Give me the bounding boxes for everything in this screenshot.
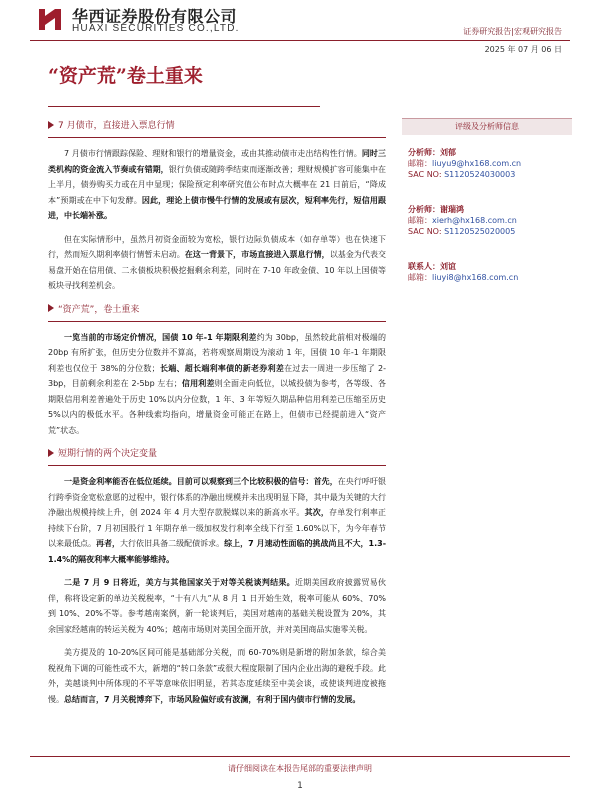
sac-number: S1120525020005 bbox=[444, 227, 516, 236]
title-divider bbox=[48, 106, 320, 107]
emphasis-text: 二是 7 月 9 日将近，美方与其他国家关于对等关税谈判结果。 bbox=[64, 578, 295, 587]
emphasis-text: 一是资金利率能否在低位延续。目前可以观察到三个比较积极的信号：首先， bbox=[64, 477, 338, 486]
analyst-email-row bbox=[402, 272, 572, 283]
body-paragraph bbox=[48, 232, 386, 294]
section-heading bbox=[48, 446, 386, 459]
main-content bbox=[48, 118, 386, 715]
body-paragraph bbox=[48, 146, 386, 224]
analyst-card bbox=[402, 147, 572, 180]
body-text: 则全面走向低位，以城投债为参考，各等级、各期限信用利差普遍处于历史 10%以内分位数，1 年、3 年等短久期品种信用利差已压缩至历史 5%以内的极低水平。各种线索均指向，增量资金可能正在路上，但债市已经提前进入“资产荒”状态。 bbox=[48, 379, 387, 435]
analyst-email-row bbox=[402, 158, 572, 169]
body-text: 近期美国政府披露贸易伙伴，称将设定新的单边关税税率，“十有八九”从 8 月 1 日开始生效，税率可能从 60%、70%到 10%、20%不等。参考越南案例，新一轮谈判后，美国对越南的基础关税设置为 20%，其余国家经越南的转运关税为 40%；越南市场则对美国全面开放，并对美国商品实施零关税。 bbox=[48, 578, 387, 634]
section-divider bbox=[48, 321, 386, 322]
body-text: 但在实际情形中，虽然月初资金面较为宽松，银行边际负债成本（如存单等）也在快速下行，然而短久期利率债行情暂未启动。 bbox=[48, 234, 386, 259]
sac-label: SAC NO: bbox=[408, 170, 445, 179]
body-text: 美方提及的 10-20%区间可能是基础部分关税，而 60-70%则是新增的附加条款，综合美税视角下调的可能性或不大，新增的“转口条款”或很大程度限制了国内企业出海的避税手段。此外，美越谈判中所体现的不平等意味依旧明显，若其态度延续至中美会谈，或使谈判进度被拖慢。 bbox=[48, 648, 386, 704]
emphasis-text: 在这一背景下，市场直接进入票息行情， bbox=[184, 250, 330, 259]
section-divider bbox=[48, 465, 386, 466]
emphasis-text: 因此，理论上债市慢牛行情的发展或有层次，短利率先行，短信用跟进，中长端补涨。 bbox=[48, 195, 386, 220]
section-heading-text: 7 月债市，直接进入票息行情 bbox=[58, 121, 175, 131]
page-title: “资产荒”卷土重来 bbox=[48, 65, 203, 87]
emphasis-text: 再者， bbox=[96, 539, 121, 548]
footer-disclaimer: 请仔细阅读在本报告尾部的重要法律声明 bbox=[228, 764, 372, 773]
body-paragraph bbox=[48, 474, 386, 567]
emphasis-text: 长端、超长端利率债的新老券利差 bbox=[159, 363, 285, 373]
body-text: 在央行呼吁银行跨季资金宽松意愿的过程中，银行体系的净融出规模并未出现明显下降，其中最为关键的大行净融出规模持续上升，创 2024 年 4 月大型存款脱媒以来的新高水平。 bbox=[48, 477, 387, 517]
analyst-email-link[interactable]: xierh@hx168.com.cn bbox=[432, 216, 517, 225]
body-text: 约为 30bp，虽然较此前相对极端的 20bp 有所扩张，但历史分位数并不算高，若将观察周期设为滚动 1 年，国债 10 年-1 年期限利差也仅位于 38%的分位数； bbox=[48, 332, 386, 373]
body-text: 银行负债或随跨季结束而逐渐改善；理财规模扩容可能集中在上半月，债券购买力或在月中显现；保险预定利率研究值公布时点大概率在 21 日前后，“降成本”预期或在中下旬发酵。 bbox=[48, 164, 386, 205]
body-text: 存单发行利率正持续下台阶，7 月初国股行 1 年期存单一级加权发行利率全线下行至 1.60%以下，为今年春节以来最低点。 bbox=[48, 508, 387, 548]
company-logo-icon bbox=[36, 6, 64, 32]
email-label: 邮箱： bbox=[408, 159, 432, 168]
analyst-sac-row bbox=[402, 226, 572, 237]
section-heading-text: 短期行情的两个决定变量 bbox=[58, 449, 158, 459]
email-label: 邮箱： bbox=[408, 216, 432, 225]
sidebar-heading: 评级及分析师信息 bbox=[402, 118, 572, 135]
triangle-bullet-icon bbox=[48, 449, 54, 457]
body-text: 大行依旧具备二级配债诉求。 bbox=[120, 539, 225, 548]
report-type: 证券研究报告|宏观研究报告 bbox=[463, 27, 562, 36]
section-heading bbox=[48, 118, 386, 131]
body-paragraph bbox=[48, 645, 386, 707]
analyst-email-link[interactable]: liuyu9@hx168.com.cn bbox=[432, 159, 522, 168]
triangle-bullet-icon bbox=[48, 304, 54, 312]
analyst-card bbox=[402, 261, 572, 283]
emphasis-text: 综上，7 月速动性面临的挑战尚且不大，1.3-1.4%的隔夜利率大概率能够维持。 bbox=[48, 539, 387, 564]
body-text: 7 月债市行情跟踪保险、理财和银行的增量资金，或由其推动债市走出结构性行情。 bbox=[64, 149, 362, 158]
company-name-cn: 华西证券股份有限公司 bbox=[72, 7, 238, 26]
analyst-card bbox=[402, 204, 572, 237]
section-heading-text: “资产荒”，卷土重来 bbox=[58, 304, 140, 315]
emphasis-text: 同时三类机构的资金流入节奏或有错期， bbox=[48, 149, 386, 174]
emphasis-text: 其次， bbox=[304, 508, 330, 517]
analyst-name: 联系人：刘谊 bbox=[408, 262, 456, 271]
triangle-bullet-icon bbox=[48, 121, 54, 129]
analyst-email-row bbox=[402, 215, 572, 226]
page-number: 1 bbox=[297, 781, 303, 791]
emphasis-text: 一览当前的市场定价情况，国债 10 年-1 年期限利差 bbox=[64, 332, 257, 342]
body-text: 以基金为代表交易盘开始在信用债、二永债板块积极挖掘剩余利差，同时在 7-10 年政金债、10 年以上国债等板块寻找利差机会。 bbox=[48, 250, 387, 290]
section-heading bbox=[48, 302, 386, 315]
sac-number: S1120524030003 bbox=[444, 170, 516, 179]
email-label: 邮箱： bbox=[408, 273, 432, 282]
emphasis-text: 信用利差 bbox=[181, 379, 215, 388]
analyst-sac-row bbox=[402, 169, 572, 180]
analyst-name: 分析师：谢瑞鸿 bbox=[408, 205, 464, 214]
body-text: 在过去一周进一步压缩了 2-3bp，目前剩余利差在 2-5bp 左右； bbox=[48, 363, 387, 388]
body-paragraph bbox=[48, 330, 386, 439]
body-paragraph bbox=[48, 575, 386, 637]
analyst-list bbox=[402, 147, 572, 283]
report-date: 2025 年 07 月 06 日 bbox=[484, 45, 562, 54]
header-divider bbox=[30, 40, 570, 41]
analyst-email-link[interactable]: liuyi8@hx168.com.cn bbox=[432, 273, 519, 282]
sac-label: SAC NO: bbox=[408, 227, 445, 236]
company-name-en: HUAXI SECURITIES CO.,LTD. bbox=[72, 23, 240, 34]
section-divider bbox=[48, 137, 386, 138]
emphasis-text: 总结而言，7 月关税博弈下，市场风险偏好或有波澜，有利于国内债市行情的发展。 bbox=[64, 694, 361, 704]
analyst-sidebar bbox=[402, 118, 572, 283]
analyst-name: 分析师：刘郁 bbox=[408, 148, 456, 157]
footer-divider bbox=[30, 756, 570, 757]
